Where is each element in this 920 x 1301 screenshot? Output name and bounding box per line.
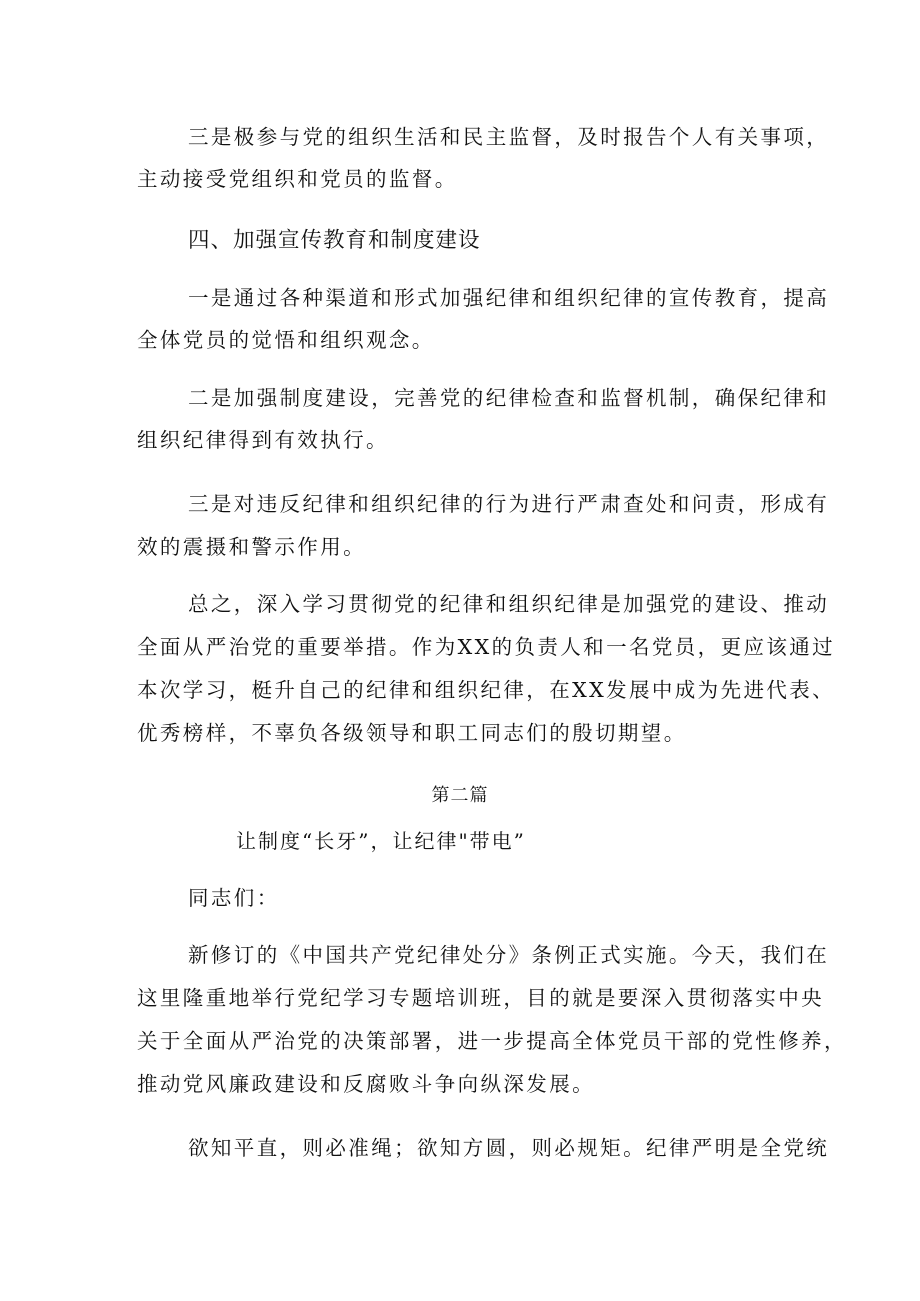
paragraph-line: 欲知平直，则必准绳；欲知方圆，则必规矩。纪律严明是全党统 xyxy=(188,1136,830,1160)
paragraph-line: 优秀榜样，不辜负各级领导和职工同志们的殷切期望。 xyxy=(137,721,687,745)
paragraph-line: 推动党风廉政建设和反腐败斗争向纵深发展。 xyxy=(137,1072,595,1096)
paragraph-line: 全体党员的觉悟和组织观念。 xyxy=(137,328,435,352)
paragraph-line: 总之，深入学习贯彻党的纪律和组织纪律是加强党的建设、推动 xyxy=(188,592,830,616)
paragraph-line: 三是极参与党的组织生活和民主监督，及时报告个人有关事项， xyxy=(188,125,830,149)
speech-title: 让制度“长牙”，让纪律"带电” xyxy=(236,829,526,853)
section-heading: 四、加强宣传教育和制度建设 xyxy=(188,228,481,253)
paragraph-line: 全面从严治党的重要举措。作为XX的负责人和一名党员，更应该通过 xyxy=(137,635,836,659)
paragraph-line: 新修订的《中国共产党纪律处分》条例正式实施。今天，我们在 xyxy=(188,943,830,967)
paragraph-line: 组织纪律得到有效执行。 xyxy=(137,428,389,452)
paragraph-line: 二是加强制度建设，完善党的纪律检查和监督机制，确保纪律和 xyxy=(188,386,830,410)
paragraph-line: 本次学习，梃升自己的纪律和组织纪律，在XX发展中成为先进代表、 xyxy=(137,678,836,702)
paragraph-line: 这里隆重地举行党纪学习专题培训班，目的就是要深入贯彻落实中央 xyxy=(137,986,824,1010)
paragraph-line: 效的震摄和警示作用。 xyxy=(137,535,366,559)
paragraph-line: 三是对违反纪律和组织纪律的行为进行严肃查处和问责，形成有 xyxy=(188,492,830,516)
paragraph-line: 关于全面从严治党的决策部署，进一步提高全体党员干部的党性修养， xyxy=(137,1029,847,1053)
paragraph-line: 主动接受党组织和党员的监督。 xyxy=(137,167,458,191)
greeting: 同志们： xyxy=(188,886,280,910)
paragraph-line: 一是通过各种渠道和形式加强纪律和组织纪律的宣传教育，提高 xyxy=(188,286,830,310)
part-title: 第二篇 xyxy=(431,785,489,806)
